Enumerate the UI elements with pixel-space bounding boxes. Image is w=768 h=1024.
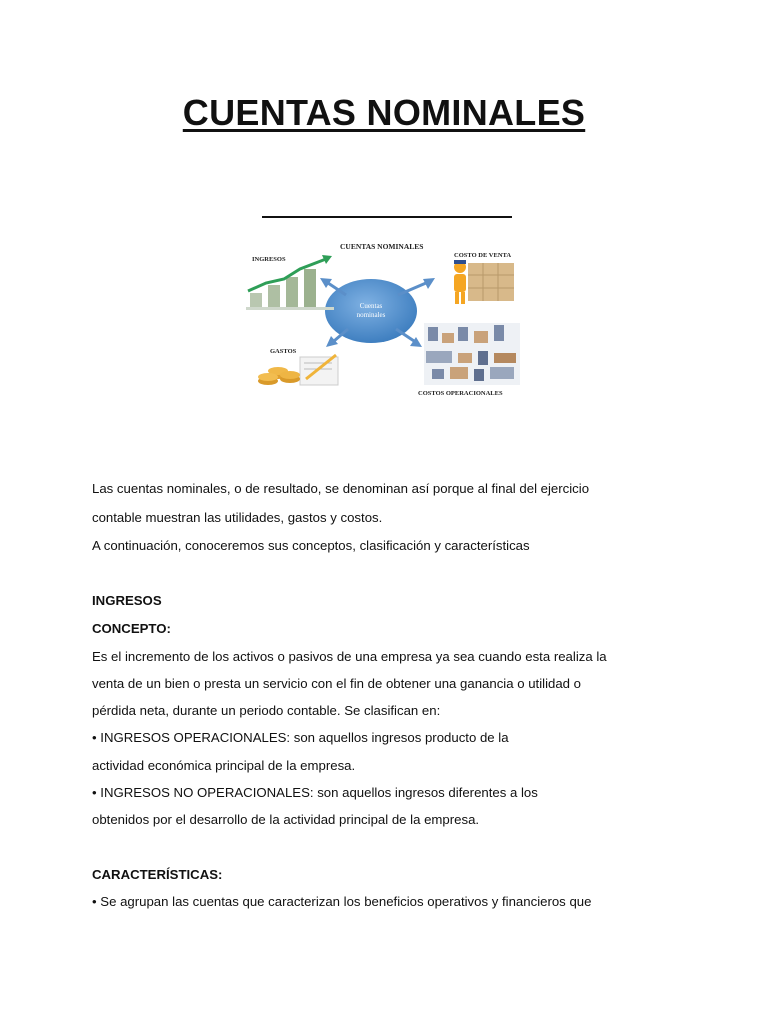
section-heading-caracteristicas: CARACTERÍSTICAS:	[92, 867, 223, 882]
worker-boxes-icon	[454, 260, 514, 304]
factory-scene-icon	[424, 323, 520, 385]
coins-pen-icon	[258, 355, 338, 385]
section-heading-ingresos: INGRESOS	[92, 593, 162, 608]
page-title: CUENTAS NOMINALES	[182, 92, 586, 133]
label-costo-venta: COSTO DE VENTA	[454, 252, 512, 259]
intro-line-1: Las cuentas nominales, o de resultado, se denominan así porque al final del ejercicio	[92, 481, 590, 496]
bullet-ingresos-operacionales: • INGRESOS OPERACIONALES: son aquellos ingresos producto de la	[92, 730, 509, 745]
intro-line-2: contable muestran las utilidades, gastos y costos.	[92, 510, 383, 525]
intro-line-3: A continuación, conoceremos sus conceptos, clasificación y características	[92, 538, 530, 553]
ingresos-line-3: pérdida neta, durante un periodo contable. Se clasifican en:	[92, 703, 441, 718]
ingresos-line-1: Es el incremento de los activos o pasivos de una empresa ya sea cuando esta realiza la	[92, 649, 607, 664]
bullet-ingresos-no-operacionales-cont: obtenidos por el desarrollo de la actividad principal de la empresa.	[92, 812, 480, 827]
bullet-ingresos-no-operacionales: • INGRESOS NO OPERACIONALES: son aquellos ingresos diferentes a los	[92, 785, 538, 800]
diagram-heading: CUENTAS NOMINALES	[340, 242, 424, 251]
ingresos-chart-icon	[246, 255, 334, 310]
concepto-label: CONCEPTO:	[92, 621, 171, 636]
bullet-ingresos-operacionales-cont: actividad económica principal de la empresa.	[92, 758, 356, 773]
diagram-center-label-1: Cuentas	[359, 302, 383, 310]
label-ingresos: INGRESOS	[252, 256, 286, 263]
cuentas-nominales-diagram	[228, 205, 544, 440]
caracteristicas-bullet-1: • Se agrupan las cuentas que caracterizan los beneficios operativos y financieros que	[92, 894, 592, 909]
diagram-center-label-2: nominales	[356, 311, 386, 319]
label-gastos: GASTOS	[270, 348, 297, 355]
ingresos-line-2: venta de un bien o presta un servicio con el fin de obtener una ganancia o utilidad o	[92, 676, 582, 691]
label-costos-operacionales: COSTOS OPERACIONALES	[418, 390, 503, 397]
